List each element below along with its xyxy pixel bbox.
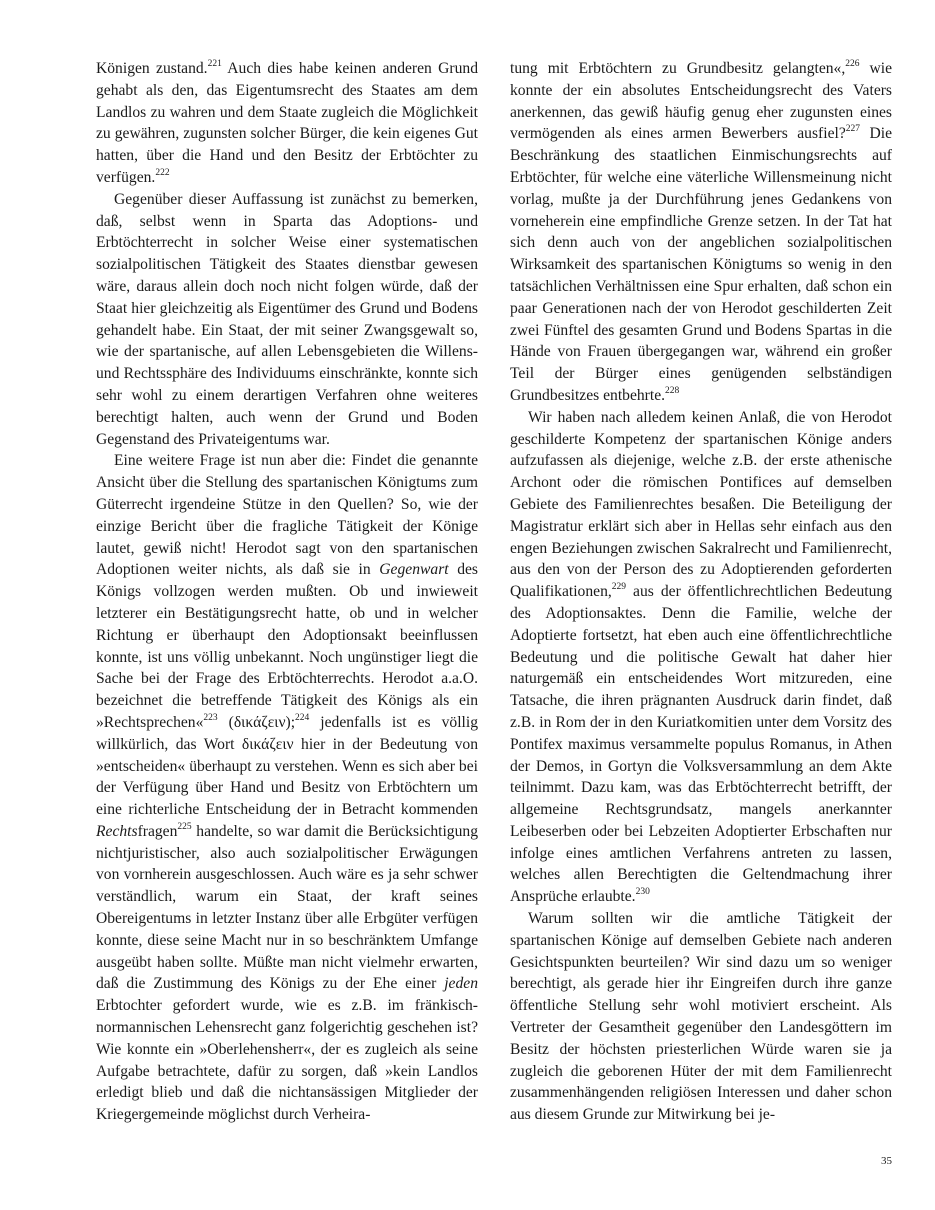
footnote-marker: 222 — [155, 167, 170, 178]
footnote-marker: 221 — [207, 58, 222, 69]
text-run: Die Beschränkung des staatlichen Einmischungsrechts auf Erbtöchter, für welche eine väterliche Willensmeinung nicht vorlag, mußte ja der Durchführung jenes Gedankens von vorneherein eine empfindliche Grenze setzen. In der Tat hat sich denn auch von der angeblichen sozialpolitischen Wirksamkeit des spartanischen Königtums so wenig in den tatsächlichen Verhältnissen eine Spur erhalten, daß schon ein paar Generationen nach der von Herodot geschilderten Zeit zwei Fünftel des gesamten Grund und Bodens Spartas in die Hände von Frauen übergegangen war, während ein großer Teil der Bürger eines genügenden selbständigen Grundbesitzes entbehrte. — [510, 125, 892, 404]
page-number: 35 — [881, 1155, 892, 1167]
text-run: Königen zustand. — [96, 60, 208, 77]
paragraph — [510, 908, 892, 1126]
text-run: handelte, so war damit die Berücksichtigung nichtjuristischer, also auch sozialpolitischer Erwägungen von vornherein ausgeschlossen. Auch wäre es ja sehr schwer verständlich, warum ein Staat, der kraft seines Obereigentums in letzter Instanz über alle Erbgüter verfügen konnte, diese seine Macht nur in so beschränktem Umfange ausgeübt haben sollte. Müßte man nicht vielmehr erwarten, daß die Zustimmung des Königs zu der Ehe einer — [96, 822, 478, 993]
text-run: tung mit Erbtöchtern zu Grundbesitz gelangten«, — [510, 60, 846, 77]
footnote-marker: 223 — [203, 712, 218, 723]
footnote-marker: 229 — [611, 581, 627, 592]
emphasized-text: Rechts — [96, 822, 138, 840]
paragraph — [510, 407, 892, 908]
footnote-marker: 230 — [635, 887, 650, 898]
text-run: fragen — [137, 822, 178, 840]
text-run: Auch dies habe keinen anderen Grund gehabt als den, das Eigentumsrecht des Staates am dem Landlos zu wahren und dem Staate zugleich die Möglichkeit zu gewähren, zugunsten solcher Bürger, die kein eigenes Gut hatten, über die Hand und den Besitz der Erbtöchter zu verfügen. — [96, 60, 478, 186]
text-run: wie konnte der ein absolutes Entscheidungsrecht des Vaters anerkennen, das gewiß häufig genug eher zugunsten eines vermögenden als eines armen Bewerbers ausfiel? — [510, 60, 892, 143]
text-run: jedenfalls ist es völlig willkürlich, das Wort δικάζειν hier in der Bedeutung von »entscheiden« überhaupt zu verstehen. Wenn es sich aber bei der Verfügung über Hand und Besitz von Erbtöchtern um eine richterliche Entscheidung der in Betracht kommenden — [96, 713, 478, 819]
paragraph — [96, 58, 478, 189]
text-run: Warum sollten wir die amtliche Tätigkeit der spartanischen Könige auf demselben Gebiete nach anderen Gesichtspunkten beurteilen? Wir sind dazu um so weniger berechtigt, als gerade hier ihr Eingreifen durch ihre ganze öffentliche Stellung sehr wohl motiviert erscheint. Als Vertreter der Gesamtheit gegenüber den Landesgöttern im Besitz der höchsten priesterlichen Würde waren sie ja zugleich die geborenen Hüter der mit dem Familienrecht zusammenhängenden religiösen Interessen und daher schon aus diesem Grunde zur Mitwirkung bei je- — [510, 910, 892, 1124]
text-run: Eine weitere Frage ist nun aber die: Findet die genannte Ansicht über die Stellung des spartanischen Königtums zum Güterrecht irgendeine Stütze in den Quellen? So, wie der einzige Bericht über die fragliche Tätigkeit der Könige lautet, gewiß nicht! Herodot sagt von den spartanischen Adoptionen weiter nichts, als daß sie in — [96, 452, 478, 579]
text-run: Wir haben nach alledem keinen Anlaß, die von Herodot geschilderte Kompetenz der spartanischen Könige anders aufzufassen als diejenige, welche z.B. der erste athenische Archont oder die römischen Pontifices auf demselben Gebiete des Familienrechtes besaßen. Die Beteiligung der Magistratur erklärt sich aber in Hellas sehr einfach aus den engen Beziehungen zwischen Sakralrecht und Familienrecht, aus den von der Person des zu Adoptierenden geforderten Qualifikationen, — [510, 408, 892, 601]
emphasized-text: jeden — [444, 975, 478, 993]
text-run: aus der öffentlichrechtlichen Bedeutung des Adoptionsaktes. Denn die Familie, welche der Adoptierte fortsetzt, hat eben auch eine öffentlichrechtliche Bedeutung und die politische Gewalt hat daher hier naturgemäß ein entscheidendes Wort mitzureden, eine Tatsache, die ihren prägnanten Ausdruck darin findet, daß z.B. in Rom der in den Kuriatkomitien unter dem Vorsitz des Pontifex maximus versammelte populus Romanus, in Athen der Demos, in Gortyn die Volksversammlung an dem Akte teilnimmt. Dazu kam, was das Erbtöchterrecht betrifft, der allgemeine Rechtsgrundsatz, mangels anerkannter Leibeserben oder bei Lebzeiten Adoptierter Erbschaften nur infolge eines amtlichen Verfahrens antreten zu lassen, welches allen Berechtigten die Geltendmachung ihrer Ansprüche erlaubte. — [510, 583, 892, 906]
footnote-marker: 225 — [177, 821, 192, 832]
footnote-marker: 228 — [665, 385, 680, 396]
paragraph — [96, 450, 478, 1126]
paragraph — [510, 58, 892, 407]
text-run: (δικάζειν); — [217, 713, 296, 731]
text-run: Erbtochter gefordert wurde, wie es z.B. im fränkisch-normannischen Lehensrecht ganz folgerichtig geschehen ist? Wie konnte ein »Oberlehensherr«, der es zugleich als seine Aufgabe betrachtete, dafür zu sorgen, daß »kein Landlos erledigt blieb und daß die nichtansässigen Mitglieder der Kriegergemeinde möglichst durch Verheira- — [96, 997, 478, 1124]
emphasized-text: Gegenwart — [379, 561, 449, 579]
right-text-column — [510, 58, 892, 1126]
footnote-marker: 227 — [845, 124, 860, 135]
left-text-column — [96, 58, 478, 1126]
footnote-marker: 224 — [295, 712, 310, 723]
text-run: Gegenüber dieser Auffassung ist zunächst zu bemerken, daß, selbst wenn in Sparta das Adoptions- und Erbtöchterrecht in solcher Weise einer systematischen sozialpolitischen Tätigkeit des Staates dienstbar gewesen wäre, daraus allein doch noch nicht folgen würde, daß der Staat hier gleichzeitig als Eigentümer des Grund und Bodens gehandelt habe. Ein Staat, der mit seiner Zwangsgewalt so, wie der spartanische, auf allen Lebensgebieten die Willens- und Rechtssphäre des Individuums einschränkte, konnte sich sehr wohl zu einem derartigen Verfahren ohne weiteres berechtigt halten, auch wenn der Grund und Boden Gegenstand des Privateigentums war. — [96, 190, 478, 448]
paragraph — [96, 189, 478, 451]
text-run: des Königs vollzogen werden mußten. Ob und inwieweit letzterer ein Bestätigungsrecht hatte, ob und in welcher Richtung er überhaupt den Adoptionsakt beeinflussen konnte, ist uns völlig unbekannt. Noch ungünstiger liegt die Sache bei der Frage des Erbtöchterrechts. Herodot a.a.O. bezeichnet die betreffende Tätigkeit des Königs als ein »Rechtsprechen« — [96, 561, 478, 731]
footnote-marker: 226 — [845, 58, 860, 69]
